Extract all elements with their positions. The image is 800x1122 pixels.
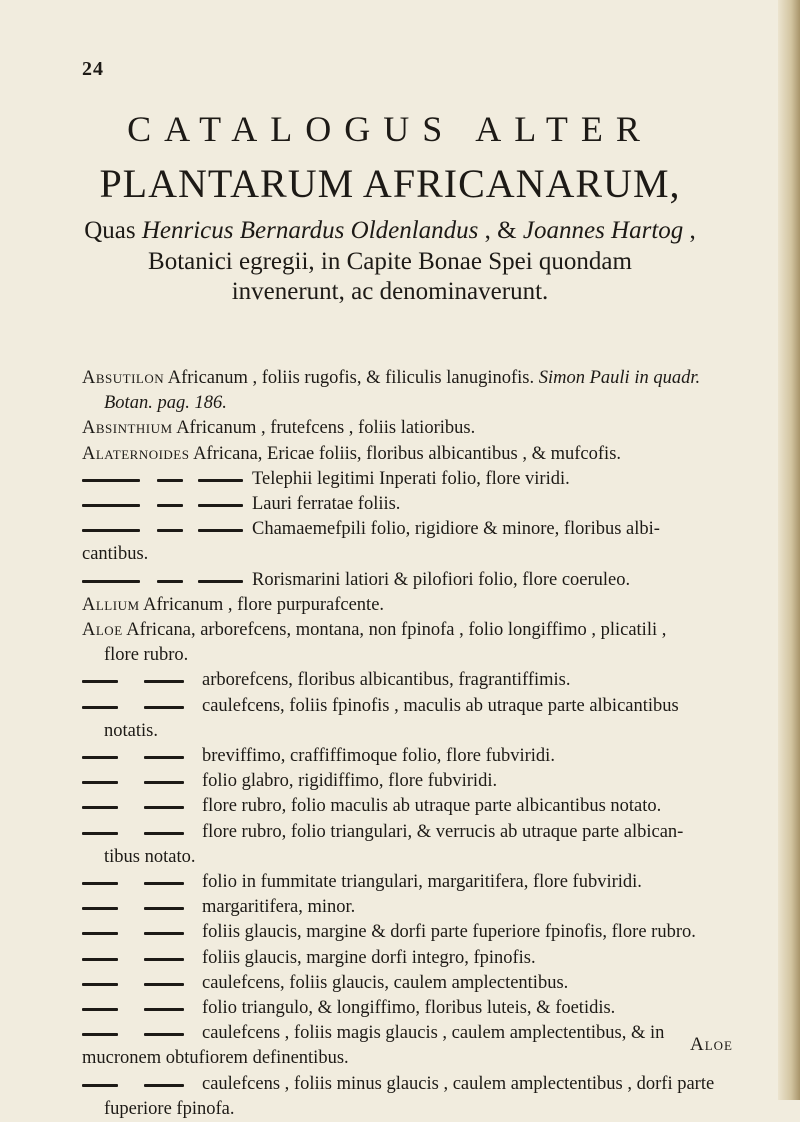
entry-text: folio glabro, rigidiffimo, flore fubviridi.: [202, 771, 498, 792]
entry-allium: [82, 593, 782, 618]
ditto-dash: [82, 1033, 118, 1036]
ditto-dash: [82, 756, 118, 759]
entry-text: breviffimo, craffiffimoque folio, flore fubviridi.: [202, 746, 555, 767]
ditto-dash: [82, 1084, 118, 1087]
entry-text: flore rubro, folio triangulari, & verrucis ab utraque parte albican-: [202, 821, 684, 842]
entry-aloe-variant: [82, 870, 782, 895]
page-number: 24: [82, 58, 104, 80]
ditto-dash: [157, 479, 183, 482]
ditto-dash: [144, 1084, 184, 1087]
ditto-dash: [82, 832, 118, 835]
entry-continuation: flore rubro.: [104, 645, 189, 666]
entry-alaternoides-variant: [82, 517, 782, 567]
entry-text: Africanum , frutefcens , foliis latioribus.: [172, 418, 476, 439]
ditto-dash: [82, 529, 140, 532]
ditto-dash: [157, 580, 183, 583]
ditto-dash: [82, 680, 118, 683]
ditto-dash: [144, 806, 184, 809]
catalog-title: CATALOGUS ALTER: [127, 109, 653, 149]
entry-text: Rorismarini latiori & pilofiori folio, flore coeruleo.: [252, 569, 631, 590]
entry-aloe-variant: [82, 820, 782, 870]
ditto-dash: [144, 932, 184, 935]
entry-continuation: tibus notato.: [104, 846, 196, 867]
entry-aloe-variant: [82, 694, 782, 744]
entry-text: folio triangulo, & longiffimo, floribus luteis, & foetidis.: [202, 998, 616, 1019]
ditto-dash: [82, 958, 118, 961]
ditto-dash: [198, 580, 243, 583]
entry-citation: Simon Pauli in quadr.: [534, 368, 701, 388]
entry-continuation: cantibus.: [82, 544, 149, 565]
ditto-dash: [144, 907, 184, 910]
ditto-dash: [144, 680, 184, 683]
ditto-dash: [144, 756, 184, 759]
genus-name: Absinthium: [82, 418, 173, 439]
entry-aloe-variant: [82, 1072, 782, 1122]
ditto-dash: [157, 529, 183, 532]
entry-aloe-variant: [82, 744, 782, 769]
ditto-dash: [198, 504, 243, 507]
ditto-dash: [82, 479, 140, 482]
entry-text: caulefcens, foliis glaucis, caulem amplectentibus.: [202, 972, 569, 993]
entry-text: foliis glaucis, margine dorfi integro, fpinofis.: [202, 947, 536, 968]
entry-aloe-variant: [82, 946, 782, 971]
entry-text: Telephii legitimi Inperati folio, flore viridi.: [252, 468, 570, 489]
entry-text: caulefcens, foliis fpinofis , maculis ab utraque parte albicantibus: [202, 695, 679, 716]
ditto-dash: [82, 504, 140, 507]
ditto-dash: [82, 706, 118, 709]
authors-suffix: ,: [683, 217, 696, 244]
entry-text: Africana, arborefcens, montana, non fpinofa , folio longiffimo , plicatili ,: [122, 620, 667, 641]
author-name-1: Henricus Bernardus Oldenlandus: [141, 217, 479, 244]
entry-aloe-variant: [82, 769, 782, 794]
authors-line: [0, 217, 780, 245]
entry-aloe-variant: [82, 794, 782, 819]
ditto-dash: [198, 479, 243, 482]
ditto-dash: [144, 882, 184, 885]
ditto-dash: [82, 1008, 118, 1011]
genus-name: Allium: [82, 594, 140, 615]
entry-text: foliis glaucis, margine & dorfi parte fuperiore fpinofis, flore rubro.: [202, 922, 696, 943]
ditto-dash: [82, 781, 118, 784]
entry-text: flore rubro, folio maculis ab utraque parte albicantibus notato.: [202, 796, 662, 817]
entry-aloe: [82, 618, 782, 668]
ditto-dash: [157, 504, 183, 507]
entry-text: Africana, Ericae foliis, floribus albicantibus , & mufcofis.: [189, 443, 622, 464]
authors-connector: , &: [478, 217, 523, 244]
entry-alaternoides-variant: [82, 467, 782, 492]
genus-name: Aloe: [82, 620, 123, 641]
entry-continuation: fuperiore fpinofa.: [104, 1098, 235, 1119]
entry-absinthium: [82, 416, 782, 441]
entry-aloe-variant: [82, 1021, 782, 1071]
ditto-dash: [144, 781, 184, 784]
entry-text: folio in fummitate triangulari, margaritifera, flore fubviridi.: [202, 872, 642, 893]
plant-entries: [82, 366, 782, 1122]
ditto-dash: [82, 806, 118, 809]
entry-aloe-variant: [82, 920, 782, 945]
ditto-dash: [144, 1008, 184, 1011]
ditto-dash: [144, 706, 184, 709]
entry-continuation: notatis.: [104, 720, 158, 741]
entry-text: Chamaemefpili folio, rigidiore & minore, floribus albi-: [252, 519, 660, 540]
ditto-dash: [198, 529, 243, 532]
entry-text: caulefcens , foliis magis glaucis , caulem amplectentibus, & in: [202, 1023, 665, 1044]
entry-absutilon: [82, 366, 782, 416]
entry-continuation: mucronem obtufiorem definentibus.: [82, 1048, 349, 1069]
authors-prefix: Quas: [84, 217, 142, 244]
ditto-dash: [82, 932, 118, 935]
entry-text: Africanum , flore purpurafcente.: [139, 594, 385, 615]
entry-text: margaritifera, minor.: [202, 897, 356, 918]
entry-alaternoides-variant: [82, 568, 782, 593]
entry-aloe-variant: [82, 971, 782, 996]
catchword: Aloe: [690, 1034, 733, 1055]
ditto-dash: [82, 580, 140, 583]
discovery-line: invenerunt, ac denominaverunt.: [231, 278, 549, 305]
ditto-dash: [144, 958, 184, 961]
ditto-dash: [82, 882, 118, 885]
ditto-dash: [82, 983, 118, 986]
entry-aloe-variant: [82, 895, 782, 920]
author-name-2: Joannes Hartog: [522, 217, 684, 244]
genus-name: Absutilon: [82, 368, 165, 388]
entry-text: Lauri ferratae foliis.: [252, 494, 401, 515]
entry-aloe-variant: [82, 996, 782, 1021]
ditto-dash: [144, 983, 184, 986]
ditto-dash: [144, 832, 184, 835]
entry-text: arborefcens, floribus albicantibus, fragrantiffimis.: [202, 670, 571, 691]
botanists-line: Botanici egregii, in Capite Bonae Spei quondam: [148, 248, 632, 275]
entry-text: caulefcens , foliis minus glaucis , caulem amplectentibus , dorfi parte: [202, 1073, 715, 1094]
entry-continuation: Botan. pag. 186.: [104, 393, 227, 414]
ditto-dash: [144, 1033, 184, 1036]
entry-aloe-variant: [82, 668, 782, 693]
entry-text: Africanum , foliis rugofis, & filiculis lanuginofis.: [164, 368, 535, 388]
entry-alaternoides-variant: [82, 492, 782, 517]
catalog-subtitle: PLANTARUM AFRICANARUM,: [99, 161, 681, 206]
ditto-dash: [82, 907, 118, 910]
genus-name: Alaternoides: [82, 443, 190, 464]
entry-alaternoides: [82, 442, 782, 467]
